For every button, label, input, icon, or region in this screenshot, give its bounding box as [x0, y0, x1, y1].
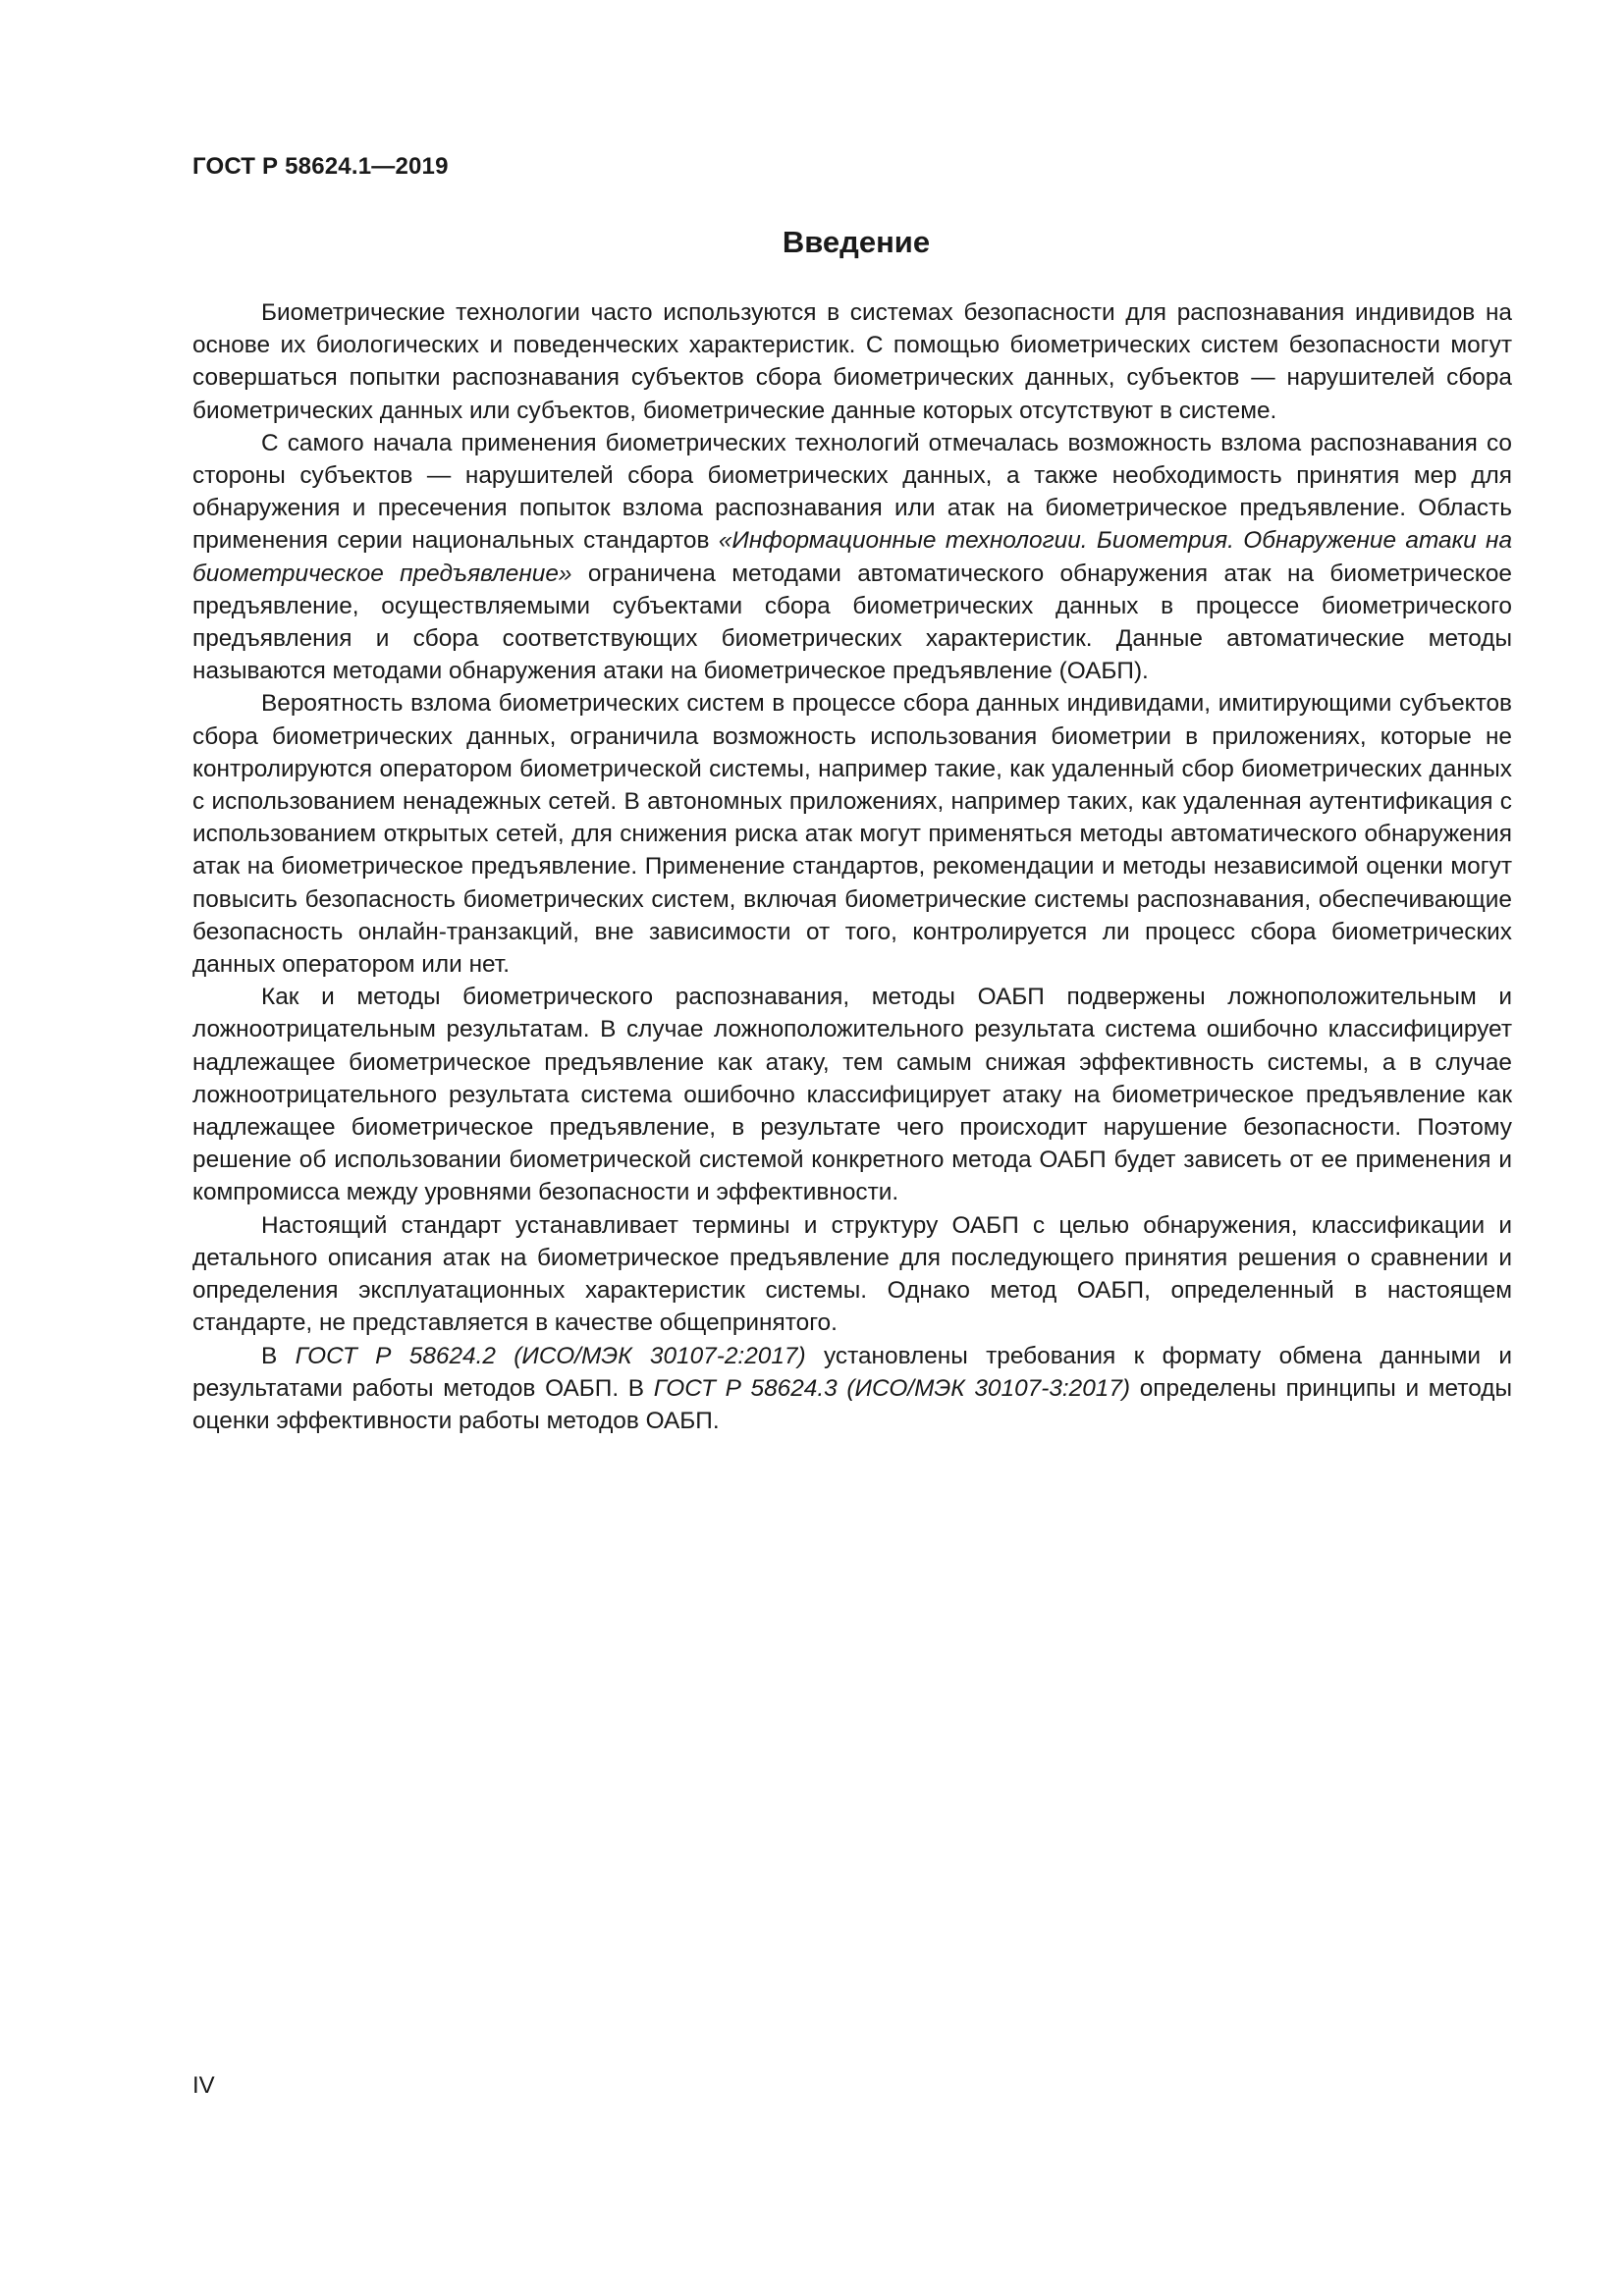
paragraph-text: С самого начала применения биометрических технологий отмечалась возможность взлома распознавания со стороны субъектов — нарушителей сбора биометрических данных, а также необходимость принятия мер для обнаружения и пресечения попыток взлома распознавания или атак на биометрическое предъявление. Область применения серии национальных стандартов — [192, 429, 1512, 555]
paragraph-text: установлены требования к формату обмена данными и результатами работы методов ОАБП. В — [192, 1342, 1513, 1402]
page-number: IV — [192, 2072, 215, 2099]
paragraph-text: Настоящий стандарт устанавливает термины и структуру ОАБП с целью обнаружения, классификации и детального описания атак на биометрическое предъявление для последующего принятия решения о сравнении и определения эксплуатационных характеристик системы. Однако метод ОАБП, определенный в настоящем стандарте, не представляется в качестве общепринятого. — [192, 1211, 1512, 1337]
paragraph-text: определены принципы и методы оценки эффективности работы методов ОАБП. — [192, 1374, 1512, 1434]
paragraph — [192, 427, 1512, 688]
section-title: Введение — [782, 225, 931, 259]
paragraph-text: Биометрические технологии часто используются в системах безопасности для распознавания индивидов на основе их биологических и поведенческих характеристик. С помощью биометрических систем безопасности могут совершаться попытки распознавания субъектов сбора биометрических данных, субъектов — нарушителей сбора биометрических данных или субъектов, биометрические данные которых отсутствуют в системе. — [192, 299, 1512, 424]
paragraph-text: ограничена методами автоматического обнаружения атак на биометрическое предъявление, осуществляемыми субъектами сбора биометрических данных в процессе биометрического предъявления и сбора соответствующих биометрических характеристик. Данные автоматические методы называются методами обнаружения атаки на биометрическое предъявление (ОАБП). — [192, 560, 1512, 685]
paragraph-text: Как и методы биометрического распознавания, методы ОАБП подвержены ложноположительным и ложноотрицательным результатам. В случае ложноположительного результата система ошибочно классифицирует надлежащее биометрическое предъявление как атаку, тем самым снижая эффективность системы, а в случае ложноотрицательного результата система ошибочно классифицирует атаку на биометрическое предъявление как надлежащее биометрическое предъявление, в результате чего происходит нарушение безопасности. Поэтому решение об использовании биометрической системой конкретного метода ОАБП будет зависеть от ее применения и компромисса между уровнями безопасности и эффективности. — [192, 984, 1512, 1206]
italic-reference: «Информационные технологии. Биометрия. Обнаружение атаки на биометрическое предъявление» — [192, 527, 1513, 587]
paragraph — [192, 981, 1512, 1208]
document-code: ГОСТ Р 58624.1—2019 — [192, 153, 449, 180]
paragraph — [192, 296, 1512, 427]
paragraph-text: В — [261, 1342, 296, 1369]
paragraph — [192, 1340, 1512, 1438]
paragraph-text: Вероятность взлома биометрических систем в процессе сбора данных индивидами, имитирующими субъектов сбора биометрических данных, ограничила возможность использования биометрии в приложениях, которые не контролируются оператором биометрической системы, например такие, как удаленный сбор биометрических данных с использованием ненадежных сетей. В автономных приложениях, например таких, как удаленная аутентификация с использованием открытых сетей, для снижения риска атак могут применяться методы автоматического обнаружения атак на биометрическое предъявление. Применение стандартов, рекомендации и методы независимой оценки могут повысить безопасность биометрических систем, включая биометрические системы распознавания, обеспечивающие безопасность онлайн-транзакций, вне зависимости от того, контролируется ли процесс сбора биометрических данных оператором или нет. — [192, 690, 1512, 979]
paragraph — [192, 687, 1512, 981]
italic-reference: ГОСТ Р 58624.3 (ИСО/МЭК 30107-3:2017) — [653, 1374, 1131, 1402]
italic-reference: ГОСТ Р 58624.2 (ИСО/МЭК 30107-2:2017) — [295, 1342, 806, 1369]
introduction-body — [192, 296, 1512, 1437]
paragraph — [192, 1209, 1512, 1340]
